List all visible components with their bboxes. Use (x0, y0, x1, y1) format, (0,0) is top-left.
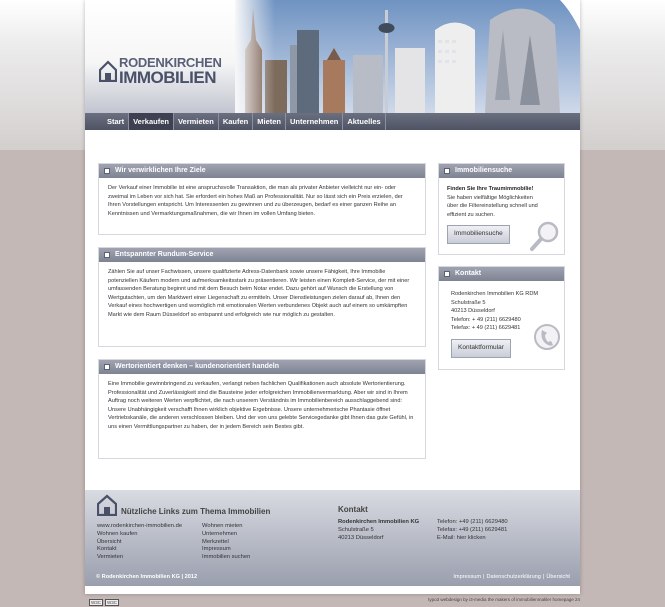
nav-unternehmen[interactable]: Unternehmen (286, 113, 343, 130)
section-werte-text: Eine Immobilie gewinnbringend zu verkaufen, verlangt neben fachlichen Qualifikationen auch absolute Wertorientierung. Professionalität und Zuverlässigkeit sind die Bausteine jeder erfolgreichen Immobilienvermarktung. Aber wir sind in Ihrem Auftrag noch weiteren Werten verpflichtet, die nach unserem Verständnis im Immobilienbereich ausschlaggebend sind: Unsere Unabhängigkeit verschafft Ihnen wirklich objektive Ergebnisse. Unsere unternehmerische Phantasie öffnet Vertriebskanäle, die anderen verschlossen bleiben. Und der von uns gelebte Servicegedanke gibt Ihnen das gute Gefühl, in uns einen Vermittlungspartner zu haben, der in jedem Bereich sein Bestes gibt. (108, 381, 414, 430)
logo[interactable] (99, 56, 222, 86)
footer-link[interactable]: Wohnen mieten (202, 523, 243, 529)
footer-link[interactable]: Immobilien suchen (202, 554, 251, 561)
phone-icon (533, 321, 561, 353)
footer-email-link[interactable]: E-Mail: hier klicken (437, 534, 486, 541)
contact-line: Schulstraße 5 (451, 299, 486, 306)
impressum-link[interactable]: Impressum (453, 574, 482, 580)
footer-links-col2 (202, 523, 250, 562)
sidebar-search-text: Sie haben vielfältige Möglichkeiten über die Filtereinstellung schnell und effizient zu suchen. (447, 194, 538, 218)
nav-mieten[interactable]: Mieten (253, 113, 286, 130)
footer-link[interactable]: Kontakt (97, 546, 117, 553)
section-ziele-header (99, 164, 425, 178)
footer-contact-name: Rodenkirchen Immobilien KG (338, 519, 420, 525)
contact-line: Rodenkirchen Immobilien KG RDM (451, 291, 539, 297)
sidebar-contact (438, 266, 565, 370)
magnifier-icon (529, 220, 561, 254)
footer-link[interactable]: Vermieten (97, 554, 124, 561)
nav-aktuelles[interactable]: Aktuelles (343, 113, 385, 130)
footer-link[interactable]: Unternehmen (202, 530, 238, 537)
footer-contact-phone (437, 519, 508, 542)
copyright: © Rodenkirchen Immobilien KG | 2012 (96, 574, 198, 580)
square-icon (444, 271, 450, 277)
house-icon (97, 494, 117, 516)
section-service-text: Zählen Sie auf unser Fachwissen, unsere qualifizierte Adress-Datenbank sowie unsere Fähigkeit, Ihre Immobilie potenziellen Käufern modern und aufmerksamkeitsstark zu präsentieren. Wir leisten einen Komplett-Service, der mit einer umfassenden Beratung beginnt und mit dem Besuch beim Notar endet. Dazu gehört auf Wunsch die Erstellung von Wertgutachten, um den Marktwert einer Liegenschaft zu ermitteln. Unser Dienstleistungen zielen darauf ab, Ihnen den Verkauf eines hochwertigen und womöglich mit emotionalen Werten verbundenes Objekt auch auf einem so umkämpften Markt wie dem Raum Düsseldorf so entspannt und erfolgreich wie nur möglich zu gestalten. (108, 269, 410, 318)
square-icon (104, 168, 110, 174)
search-button[interactable]: Immobiliensuche (447, 225, 510, 244)
section-werte (98, 359, 426, 459)
square-icon (104, 252, 110, 258)
contact-line: Telefon: + 49 (211) 6629480 (451, 316, 521, 323)
main-navigation (85, 113, 580, 130)
contact-line: 40213 Düsseldorf (451, 308, 495, 315)
w3c-badge[interactable]: W3C (107, 599, 117, 605)
sidebar-contact-body (439, 281, 564, 358)
section-ziele-title: Wir verwirklichen Ihre Ziele (115, 167, 206, 174)
contact-form-button[interactable]: Kontaktformular (451, 339, 511, 358)
house-logo-icon (99, 60, 117, 82)
square-icon (444, 168, 450, 174)
sidebar-contact-header (439, 267, 564, 281)
credits[interactable]: typo3 webdesign by i3-media the makers of immobilienmakler homepage 24 (428, 597, 580, 602)
header (85, 0, 580, 113)
footer-phone-line: Telefax: +49 (211) 6629481 (437, 526, 508, 533)
contact-line: Telefax: + 49 (211) 6629481 (451, 325, 521, 332)
footer-link[interactable]: www.rodenkirchen-immobilien.de (97, 523, 183, 529)
validation-badges (89, 597, 119, 607)
separator: | (542, 574, 545, 580)
footer-link[interactable]: Übersicht (97, 538, 122, 545)
section-service-header (99, 248, 425, 262)
uebersicht-link[interactable]: Übersicht (546, 574, 570, 580)
footer-contact-title: Kontakt (338, 505, 368, 514)
header-skyline-photo (235, 0, 580, 113)
nav-kaufen[interactable]: Kaufen (219, 113, 253, 130)
logo-line2: IMMOBILIEN (119, 68, 216, 87)
footer-links-col1 (97, 523, 182, 562)
footer-contact-address (338, 519, 419, 542)
nav-vermieten[interactable]: Vermieten (174, 113, 219, 130)
nav-start[interactable]: Start (103, 113, 129, 130)
footer-address-line: 40213 Düsseldorf (338, 534, 384, 541)
footer-links-title: Nützliche Links zum Thema Immobilien (121, 507, 271, 516)
section-service-title: Entspannter Rundum-Service (115, 251, 214, 258)
footer-link[interactable]: Merkzettel (202, 538, 229, 545)
datenschutz-link[interactable]: Datenschutzerklärung (486, 574, 541, 580)
footer-link[interactable]: Impressum (202, 546, 231, 553)
sidebar-contact-title: Kontakt (455, 270, 482, 277)
section-service (98, 247, 426, 347)
section-ziele-text: Der Verkauf einer Immobilie ist eine anspruchsvolle Transaktion, die man als privater Anbieter vielleicht nur ein- oder zweimal im Leben vor sich hat. Sie erfordert ein hohes Maß an Professionalität. Nur so lässt sich ein Preis erzielen, der Ihren Vorstellungen entspricht. Um Interessenten zu gewinnen und zu überzeugen, bedarf es einer ganzen Reihe an Kenntnissen und Vermarktungsmaßnahmen, die wir Ihnen im vollen Umfang bieten. (108, 185, 403, 217)
page-container (85, 0, 580, 594)
sidebar-search-title: Immobiliensuche (455, 167, 513, 174)
section-werte-title: Wertorientiert denken – kundenorientiert handeln (115, 363, 280, 370)
footer-legal-links (453, 574, 570, 580)
footer-link[interactable]: Wohnen kaufen (97, 530, 138, 537)
footer-phone-line: Telefon: +49 (211) 6629480 (437, 519, 508, 525)
logo-line1: RODENKIRCHEN (119, 55, 222, 70)
w3c-badge[interactable]: W3C (91, 599, 101, 605)
sidebar-search-header (439, 164, 564, 178)
square-icon (104, 364, 110, 370)
nav-verkaufen[interactable]: Verkaufen (129, 113, 174, 130)
sidebar-search-body (439, 178, 564, 244)
sidebar-search-heading: Finden Sie Ihre Traumimmobilie! (447, 186, 534, 192)
footer-address-line: Schulstraße 5 (338, 526, 374, 533)
footer (85, 490, 580, 586)
sidebar-search (438, 163, 565, 255)
section-werte-header (99, 360, 425, 374)
separator: | (483, 574, 485, 580)
section-ziele (98, 163, 426, 235)
